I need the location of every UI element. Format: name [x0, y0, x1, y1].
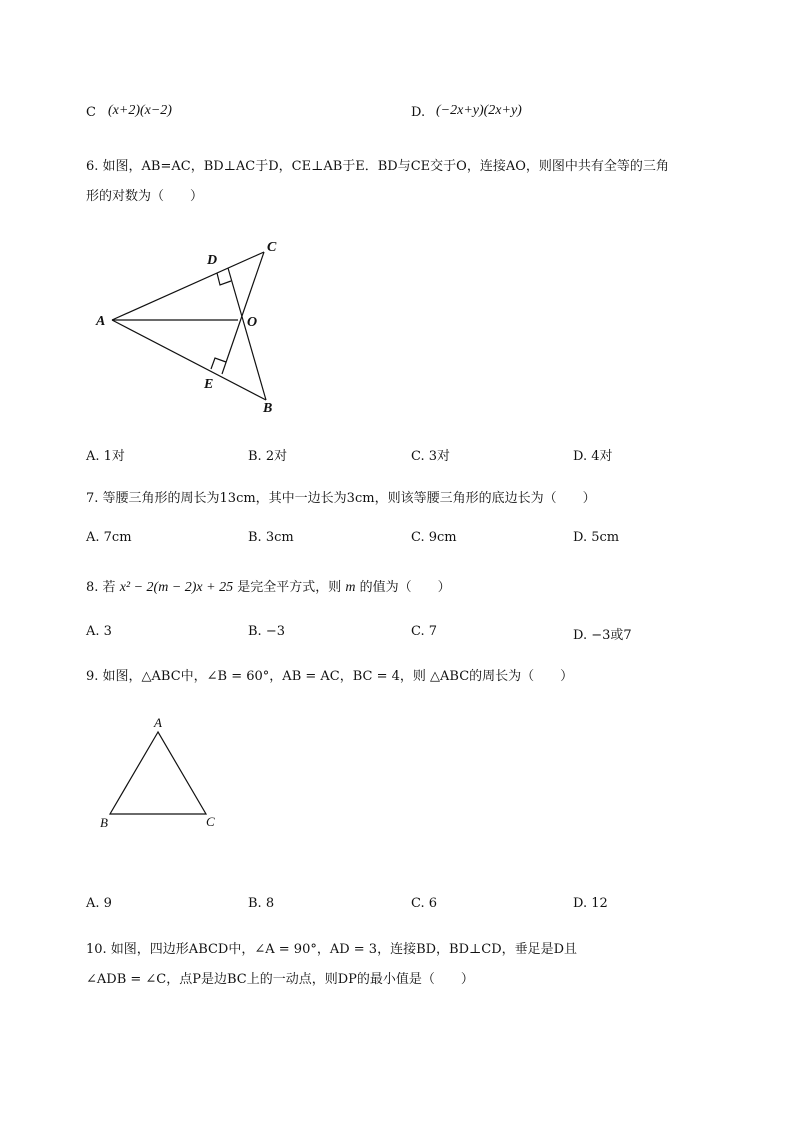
segment-bd	[228, 268, 266, 400]
segment-ab	[112, 320, 266, 400]
q8-option-c: C. 7	[411, 624, 438, 639]
q6-label-a: A	[96, 314, 106, 329]
segment-ac	[112, 252, 264, 320]
q9-label-b: B	[100, 815, 108, 830]
q6-option-b: B. 2对	[248, 449, 288, 464]
q6-option-a: A. 1对	[86, 449, 125, 464]
q6-option-c: C. 3对	[411, 449, 451, 464]
q6-option-d: D. 4对	[573, 449, 613, 464]
right-angle-mark-d	[217, 273, 231, 285]
q8-option-a: A. 3	[86, 624, 112, 639]
q8-suffix: 是完全平方式，则	[237, 580, 342, 595]
q5-option-d-expr: (−2x+y)(2x+y)	[436, 103, 522, 118]
q6-label-o: O	[247, 315, 258, 330]
q7-option-c: C. 9cm	[411, 530, 457, 545]
q8-option-d: D. −3或7	[573, 628, 632, 643]
q9-option-a: A. 9	[86, 896, 112, 911]
q9-label-a: A	[154, 715, 162, 730]
q8-stem	[86, 576, 451, 596]
q5-option-d-label: D.	[411, 105, 426, 120]
q9-option-d: D. 12	[573, 896, 608, 911]
q8-option-b: B. −3	[248, 624, 285, 639]
q6-label-b: B	[263, 401, 273, 416]
q6-stem-line1: 6. 如图，AB=AC，BD⊥AC于D，CE⊥AB于E．BD与CE交于O，连接AO，则图中共有全等的三角	[86, 159, 669, 174]
q8-prefix: 8. 若	[86, 580, 116, 595]
q10-stem-line1: 10. 如图，四边形ABCD中，∠A = 90°，AD = 3，连接BD，BD⊥CD，垂足是D且	[86, 942, 578, 957]
q6-figure	[90, 232, 290, 422]
q7-option-b: B. 3cm	[248, 530, 294, 545]
q5-option-c-expr: (x+2)(x−2)	[108, 103, 172, 118]
q9-stem: 9. 如图，△ABC中，∠B = 60°，AB = AC，BC = 4，则 △ABC的周长为（ ）	[86, 669, 574, 684]
q6-label-d: D	[207, 253, 218, 268]
q8-expression: x² − 2(m − 2)x + 25	[119, 580, 234, 595]
q8-variable: m	[345, 580, 356, 595]
q7-stem: 7. 等腰三角形的周长为13cm，其中一边长为3cm，则该等腰三角形的底边长为（ ）	[86, 491, 596, 506]
q9-option-b: B. 8	[248, 896, 275, 911]
q7-option-d: D. 5cm	[573, 530, 620, 545]
q7-option-a: A. 7cm	[86, 530, 132, 545]
q8-end: 的值为（ ）	[359, 580, 451, 595]
q9-label-c: C	[206, 814, 215, 829]
q6-label-c: C	[267, 240, 277, 255]
q9-option-c: C. 6	[411, 896, 438, 911]
segment-bc	[264, 252, 266, 400]
q6-stem-line2: 形的对数为（ ）	[86, 189, 204, 204]
q10-stem-line2: ∠ADB = ∠C，点P是边BC上的一动点，则DP的最小值是（ ）	[86, 972, 474, 987]
q6-label-e: E	[204, 377, 214, 392]
triangle-abc	[110, 732, 206, 814]
q5-option-c-label: C	[86, 105, 96, 120]
q9-figure	[96, 712, 226, 832]
